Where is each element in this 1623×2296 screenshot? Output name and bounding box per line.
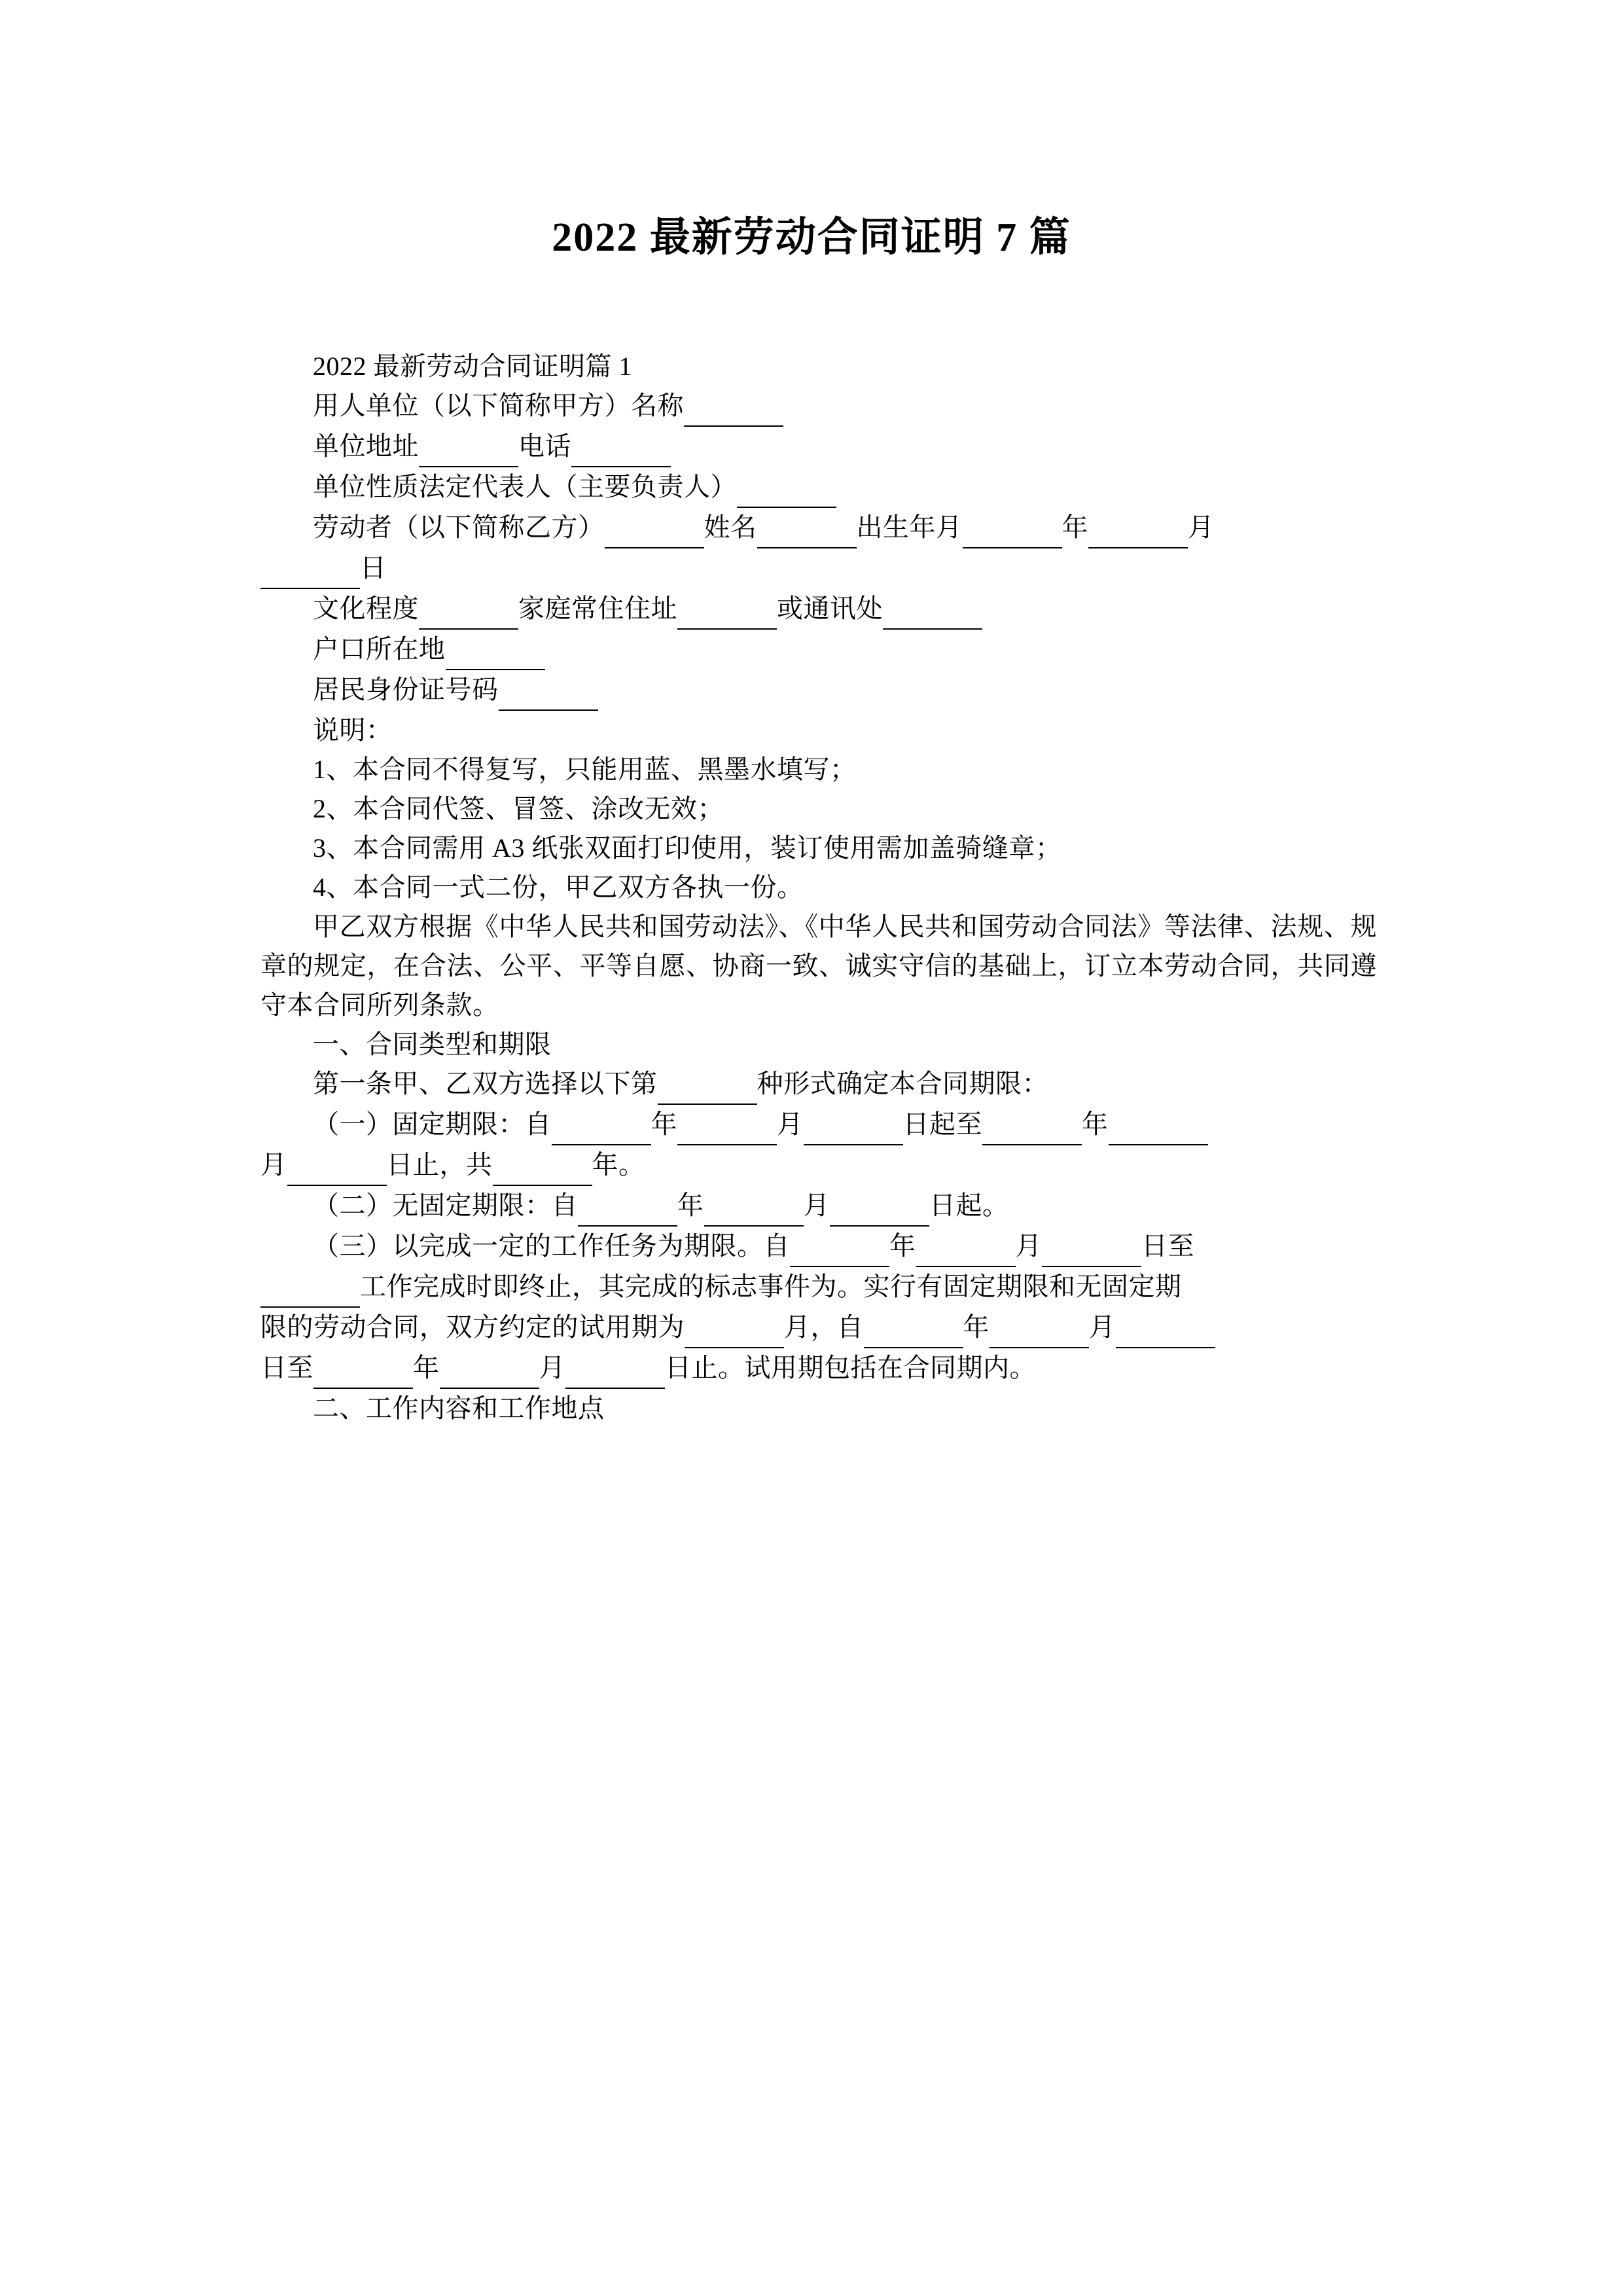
fill-in-blank (499, 670, 598, 711)
text-segment: 日至 (1141, 1231, 1194, 1261)
text-segment: 4、本合同一式二份，甲乙双方各执一份。 (313, 872, 804, 902)
fill-in-blank (578, 1186, 677, 1227)
fill-in-blank (883, 589, 982, 630)
fill-in-blank (830, 1186, 929, 1227)
fill-in-blank (685, 1308, 784, 1348)
text-segment: 年 (963, 1312, 990, 1342)
text-line-clause-1-fixed-term-cont (260, 1145, 1377, 1186)
text-segment: 年 (651, 1109, 677, 1139)
text-segment: 月 (260, 1150, 287, 1179)
text-line-clause-3-task-term-cont-1 (260, 1267, 1377, 1308)
text-line-employer-name (260, 386, 1377, 427)
text-segment: 日起至 (902, 1109, 982, 1139)
text-line-preamble (260, 907, 1377, 1025)
fill-in-blank (1042, 1227, 1141, 1267)
text-segment: 家庭常住住址 (518, 594, 677, 623)
text-segment: 月 (1188, 512, 1215, 542)
text-segment: 文化程度 (313, 594, 419, 623)
fill-in-blank (757, 508, 857, 548)
document-body (260, 347, 1377, 1428)
fill-in-blank (804, 1105, 903, 1145)
fill-in-blank (790, 1227, 889, 1267)
fill-in-blank (552, 1105, 651, 1145)
fill-in-blank (704, 1186, 804, 1227)
text-segment: 种形式确定本合同期限： (757, 1069, 1048, 1098)
text-segment: 3、本合同需用 A3 纸张双面打印使用，装订使用需加盖骑缝章； (313, 833, 1062, 863)
fill-in-blank (1088, 508, 1188, 548)
text-line-clause-1-fixed-term (260, 1105, 1377, 1145)
text-line-note-4 (260, 868, 1377, 907)
text-line-employee-identity-cont (260, 548, 1377, 589)
text-segment: 月 (539, 1353, 565, 1382)
text-segment: 单位性质法定代表人（主要负责人） (313, 472, 737, 501)
fill-in-blank (684, 386, 783, 427)
text-segment: 月，自 (784, 1312, 864, 1342)
fill-in-blank (990, 1308, 1089, 1348)
text-segment: 日至 (260, 1353, 313, 1382)
text-line-article-1 (260, 1064, 1377, 1105)
text-line-section-2-heading (260, 1389, 1377, 1428)
text-segment: 户口所在地 (313, 634, 446, 664)
fill-in-blank (419, 427, 518, 467)
text-segment: 日止，共 (386, 1150, 493, 1179)
text-segment: 月 (1015, 1231, 1042, 1261)
text-line-clause-3-task-term-cont-2 (260, 1308, 1377, 1348)
fill-in-blank (605, 508, 704, 548)
text-line-employer-address-phone (260, 427, 1377, 467)
fill-in-blank (963, 508, 1062, 548)
text-segment: 或通讯处 (777, 594, 883, 623)
fill-in-blank (916, 1227, 1016, 1267)
text-segment: 年 (677, 1191, 704, 1220)
page-title: 2022 最新劳动合同证明 7 篇 (552, 215, 1071, 260)
text-line-legal-representative (260, 467, 1377, 508)
text-line-note-1 (260, 750, 1377, 789)
fill-in-blank (419, 589, 518, 630)
fill-in-blank (287, 1145, 387, 1186)
text-segment: 说明： (313, 715, 393, 745)
text-segment: 年 (889, 1231, 916, 1261)
text-line-subtitle-piece-1 (260, 347, 1377, 386)
text-segment: 甲乙双方根据《中华人民共和国劳动法》、《中华人民共和国劳动合同法》等法律、法规、规章的规定，在合法、公平、平等自愿、协商一致、诚实守信的基础上，订立本劳动合同，共同遵守本合同所列条款。 (260, 912, 1377, 1020)
fill-in-blank (493, 1145, 592, 1186)
text-line-clause-2-open-term (260, 1186, 1377, 1227)
text-segment: （三）以完成一定的工作任务为期限。自 (313, 1231, 790, 1261)
fill-in-blank (440, 1348, 539, 1389)
text-segment: （一）固定期限：自 (313, 1109, 552, 1139)
fill-in-blank (313, 1348, 413, 1389)
text-line-clause-3-task-term (260, 1227, 1377, 1267)
text-segment: （二）无固定期限：自 (313, 1191, 578, 1220)
text-segment: 姓名 (704, 512, 757, 542)
fill-in-blank (658, 1064, 757, 1105)
fill-in-blank (982, 1105, 1082, 1145)
text-segment: 年 (413, 1353, 440, 1382)
text-segment: 月 (1089, 1312, 1116, 1342)
fill-in-blank (571, 427, 671, 467)
text-line-note-2 (260, 789, 1377, 829)
text-segment: 二、工作内容和工作地点 (313, 1393, 605, 1423)
text-segment: 年。 (592, 1150, 645, 1179)
text-line-note-3 (260, 829, 1377, 868)
text-segment: 第一条甲、乙双方选择以下第 (313, 1069, 658, 1098)
fill-in-blank (677, 1105, 777, 1145)
text-segment: 劳动者（以下简称乙方） (313, 512, 605, 542)
fill-in-blank (260, 1267, 360, 1308)
text-segment: 日 (360, 553, 387, 583)
fill-in-blank (446, 630, 545, 670)
text-segment: 电话 (518, 431, 571, 461)
text-segment: 1、本合同不得复写，只能用蓝、黑墨水填写； (313, 755, 857, 784)
text-line-household-location (260, 630, 1377, 670)
text-segment: 年 (1061, 512, 1088, 542)
text-line-clause-3-task-term-cont-3 (260, 1348, 1377, 1389)
text-segment: 单位地址 (313, 431, 419, 461)
fill-in-blank (864, 1308, 963, 1348)
fill-in-blank (677, 589, 777, 630)
fill-in-blank (1109, 1105, 1208, 1145)
text-segment: 2022 最新劳动合同证明篇 1 (313, 351, 632, 381)
text-line-employee-identity (260, 508, 1377, 548)
text-line-section-1-heading (260, 1025, 1377, 1064)
text-segment: 年 (1082, 1109, 1109, 1139)
text-line-notes-heading (260, 711, 1377, 750)
text-segment: 日止。试用期包括在合同期内。 (665, 1353, 1036, 1382)
text-segment: 用人单位（以下简称甲方）名称 (313, 391, 684, 420)
text-segment: 出生年月 (856, 512, 963, 542)
fill-in-blank (737, 467, 836, 508)
text-segment: 一、合同类型和期限 (313, 1030, 552, 1059)
text-segment: 限的劳动合同，双方约定的试用期为 (260, 1312, 685, 1342)
text-segment: 月 (777, 1109, 804, 1139)
text-segment: 日起。 (929, 1191, 1009, 1220)
fill-in-blank (565, 1348, 665, 1389)
text-segment: 月 (803, 1191, 830, 1220)
fill-in-blank (260, 548, 360, 589)
text-segment: 工作完成时即终止，其完成的标志事件为。实行有固定期限和无固定期 (360, 1272, 1182, 1301)
fill-in-blank (1116, 1308, 1215, 1348)
text-segment: 居民身份证号码 (313, 675, 499, 704)
text-segment: 2、本合同代签、冒签、涂改无效； (313, 794, 724, 823)
text-line-id-card-number (260, 670, 1377, 711)
text-line-education-address (260, 589, 1377, 630)
